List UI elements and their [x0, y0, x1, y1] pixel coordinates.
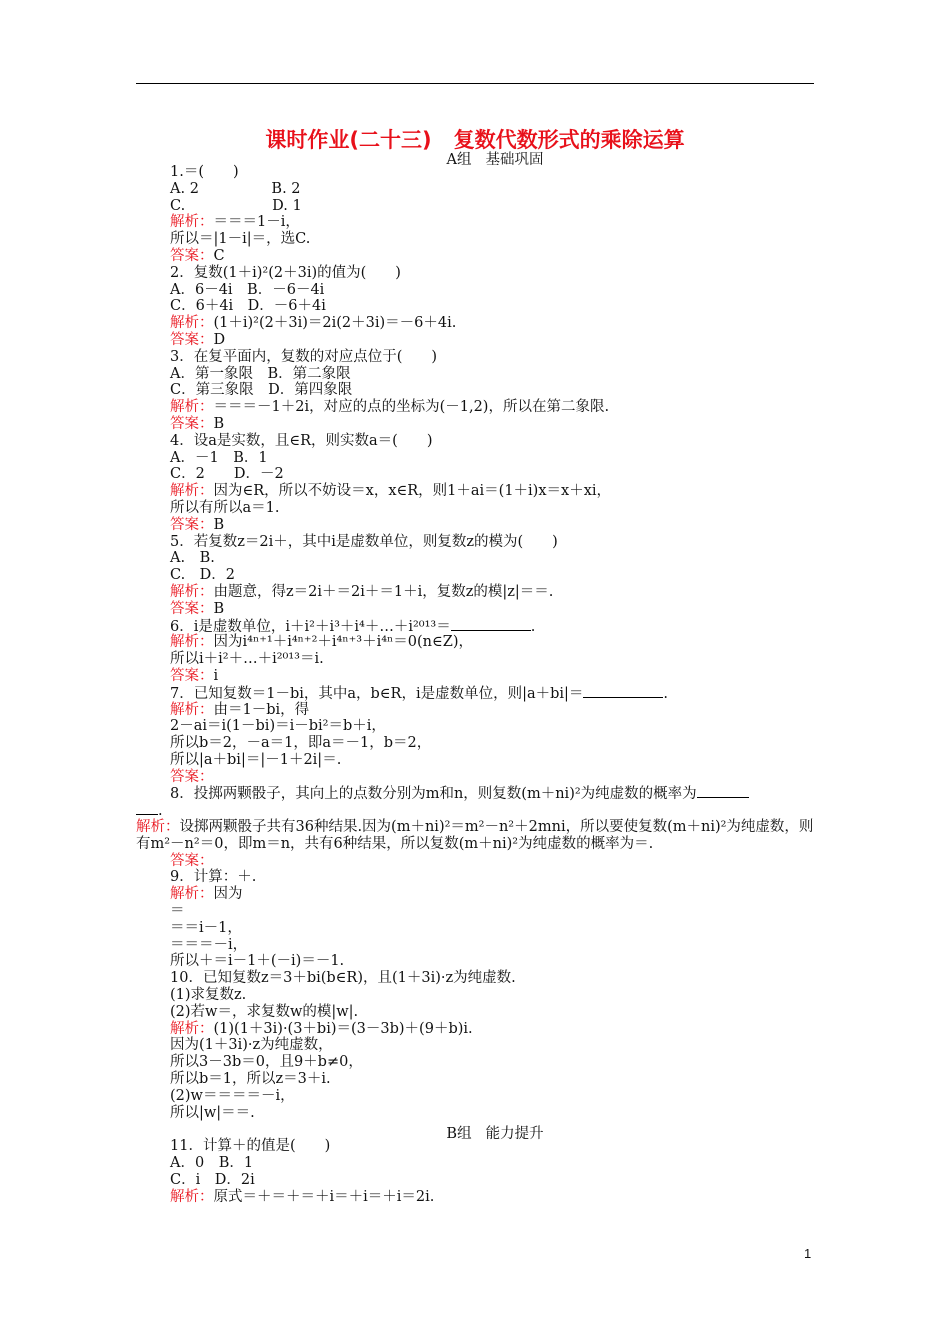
solution-line	[170, 1189, 820, 1206]
text-line	[170, 231, 820, 248]
section-spacer	[170, 1121, 820, 1138]
line-suffix: .	[530, 618, 536, 635]
line-text: (1)(1＋3i)·(3＋bi)＝(3－3b)＋(9＋b)i.	[213, 1020, 473, 1037]
solution-line	[170, 886, 820, 903]
line-text: 所以|a＋bi|＝|－1＋2i|＝.	[170, 751, 342, 768]
text-line	[170, 1172, 820, 1189]
line-text: 2－ai＝i(1－bi)＝i－bi²＝b＋i，	[170, 718, 386, 735]
line-text: 5．若复数z＝2i＋，其中i是虚数单位，则复数z的模为( )	[170, 533, 558, 550]
section-b-name: 能力提升	[485, 1126, 544, 1142]
text-line	[170, 164, 820, 181]
section-b-group: B组	[446, 1126, 472, 1142]
answer-blank	[583, 685, 663, 698]
line-text: A．第一象限 B．第二象限	[170, 365, 351, 382]
text-line	[170, 1155, 820, 1172]
line-text: (1)求复数z.	[170, 987, 247, 1004]
solution-line	[170, 315, 820, 332]
line-suffix: .	[663, 685, 669, 702]
title-part-1: 课时作业(二十三)	[265, 128, 432, 152]
solution-line	[170, 769, 820, 786]
line-label: 解析：	[170, 583, 214, 600]
text-line	[170, 735, 820, 752]
text-line	[170, 869, 820, 886]
line-text: 因为	[213, 886, 243, 903]
line-text: A．6－4i B．－6－4i	[170, 281, 325, 298]
text-line	[170, 1138, 820, 1155]
line-text: B	[213, 600, 225, 617]
line-text: i	[213, 667, 219, 684]
text-line	[170, 1054, 820, 1071]
line-text: 所以＋＝i－1＋(－i)＝－1.	[170, 953, 345, 970]
page-number: 1	[804, 1246, 812, 1261]
text-line	[170, 1037, 820, 1054]
line-label: 答案：	[170, 600, 214, 617]
line-text: 因为(1＋3i)·z为纯虚数，	[170, 1037, 333, 1054]
text-line	[170, 685, 820, 702]
line-label: 解析：	[170, 634, 214, 651]
exercise-content	[136, 164, 820, 1205]
text-line	[170, 466, 820, 483]
line-text: 6．i是虚数单位，i＋i²＋i³＋i⁴＋…＋i²⁰¹³＝	[170, 618, 451, 635]
line-text: 9．计算：＋.	[170, 869, 257, 886]
solution-line	[136, 819, 820, 853]
line-text: 2．复数(1＋i)²(2＋3i)的值为( )	[170, 264, 401, 281]
line-label: 解析：	[170, 214, 214, 231]
solution-line	[170, 634, 820, 651]
text-line	[170, 534, 820, 551]
line-label: 解析：	[170, 315, 214, 332]
line-text: ＝＝＝－i，	[170, 936, 248, 953]
solution-line	[170, 214, 820, 231]
line-text: C．第三象限 D．第四象限	[170, 382, 353, 399]
line-text: ＝＝i－1，	[170, 919, 242, 936]
line-text: 所以3－3b＝0，且9＋b≠0，	[170, 1054, 363, 1071]
line-text: C	[213, 247, 225, 264]
text-line	[170, 987, 820, 1004]
text-line	[170, 651, 820, 668]
line-label: 解析：	[170, 1188, 214, 1205]
text-line	[170, 198, 820, 215]
line-text: 8．投掷两颗骰子，其向上的点数分别为m和n，则复数(m＋ni)²为纯虚数的概率为	[170, 786, 697, 803]
line-text: 所以i＋i²＋…＋i²⁰¹³＝i.	[170, 651, 324, 668]
line-text: 所以b＝2，－a＝1，即a＝－1，b＝2，	[170, 735, 432, 752]
line-label: 答案：	[170, 331, 214, 348]
line-text: 10．已知复数z＝3＋bi(b∈R)，且(1＋3i)·z为纯虚数.	[170, 970, 516, 987]
text-line	[170, 618, 820, 635]
text-line	[170, 382, 820, 399]
line-text: A. 2 B. 2	[170, 180, 301, 197]
text-line	[170, 1088, 820, 1105]
line-text: (2)若w＝，求复数w的模|w|.	[170, 1003, 359, 1020]
solution-line	[170, 584, 820, 601]
line-text: C. D．2	[170, 567, 236, 584]
line-label: 答案：	[170, 516, 214, 533]
line-label: 解析：	[170, 399, 214, 416]
text-line	[170, 433, 820, 450]
line-label: 解析：	[170, 483, 214, 500]
text-line	[170, 282, 820, 299]
solution-line	[170, 483, 820, 500]
solution-line	[170, 517, 820, 534]
line-label: 解析：	[136, 819, 180, 836]
line-label: 解析：	[170, 701, 214, 718]
text-line	[170, 298, 820, 315]
line-text: A．－1 B．1	[170, 449, 268, 466]
text-line	[170, 785, 820, 802]
line-text: 因为i⁴ⁿ⁺¹＋i⁴ⁿ⁺²＋i⁴ⁿ⁺³＋i⁴ⁿ＝0(n∈Z)，	[213, 634, 473, 651]
line-text: 3．在复平面内，复数的对应点位于( )	[170, 348, 438, 365]
solution-line	[170, 248, 820, 265]
line-text: 由＝1－bi，得	[213, 701, 310, 718]
text-line	[158, 802, 820, 820]
line-text: 所以b＝1，所以z＝3＋i.	[170, 1071, 331, 1088]
text-line	[170, 567, 820, 584]
line-text: A. B.	[170, 550, 215, 567]
line-text: C．2 D．－2	[170, 466, 284, 483]
solution-line	[170, 399, 820, 416]
section-a-group: A组	[446, 152, 472, 168]
line-text: 7．已知复数＝1－bi，其中a，b∈R，i是虚数单位，则|a＋bi|＝	[170, 685, 584, 702]
answer-blank	[136, 802, 158, 815]
line-text: (2)w＝＝＝＝－i，	[170, 1087, 295, 1104]
line-text: 1.＝( )	[170, 164, 239, 180]
solution-line	[170, 702, 820, 719]
solution-line	[170, 332, 820, 349]
text-line	[170, 500, 820, 517]
solution-line	[170, 853, 820, 870]
solution-line	[170, 668, 820, 685]
text-line	[170, 1071, 820, 1088]
solution-line	[170, 416, 820, 433]
line-text: D	[213, 331, 226, 348]
section-a-name: 基础巩固	[485, 152, 544, 168]
line-text: .	[158, 803, 163, 820]
title-part-2: 复数代数形式的乘除运算	[453, 128, 685, 152]
line-text: B	[213, 516, 225, 533]
text-line	[170, 970, 820, 987]
text-line	[170, 349, 820, 366]
line-label: 答案：	[170, 852, 214, 869]
line-text: B	[213, 415, 225, 432]
solution-line	[170, 601, 820, 618]
answer-blank	[697, 785, 749, 798]
line-label: 答案：	[170, 667, 214, 684]
text-line	[170, 181, 820, 198]
line-text: 原式＝＋＝＋＝＋i＝＋i＝＋i＝2i.	[213, 1188, 435, 1205]
line-label: 解析：	[170, 886, 214, 903]
line-text: 所以|w|＝＝.	[170, 1104, 255, 1121]
text-line	[170, 903, 820, 920]
line-text: (1＋i)²(2＋3i)＝2i(2＋3i)＝－6＋4i.	[213, 315, 457, 332]
line-label: 答案：	[170, 415, 214, 432]
text-line	[170, 752, 820, 769]
line-text: 设掷两颗骰子共有36种结果.因为(m＋ni)²＝m²－n²＋2mni，所以要使复数(m＋ni)²为纯虚数，则有m²－n²＝0，即m＝n，共有6种结果，所以复数(m＋ni)²为纯虚数的概率为＝.	[136, 819, 814, 852]
text-line	[170, 953, 820, 970]
line-text: 由题意，得z＝2i＋＝2i＋＝1＋i，复数z的模|z|＝＝.	[213, 583, 554, 600]
line-text: C. D. 1	[170, 197, 302, 214]
line-label: 答案：	[170, 247, 214, 264]
line-text: ＝	[170, 903, 185, 920]
header-rule	[136, 83, 814, 84]
text-line	[170, 920, 820, 937]
text-line	[170, 1004, 820, 1021]
line-text: ＝＝＝－1＋2i，对应的点的坐标为(－1,2)，所以在第二象限.	[213, 399, 610, 416]
text-line	[170, 718, 820, 735]
text-line	[170, 450, 820, 467]
line-text: C．i D．2i	[170, 1171, 255, 1188]
text-line	[170, 937, 820, 954]
line-text: 4．设a是实数，且∈R，则实数a＝( )	[170, 432, 433, 449]
line-text: 所以＝|1－i|＝，选C.	[170, 231, 311, 248]
line-label: 解析：	[170, 1020, 214, 1037]
line-label: 答案：	[170, 768, 214, 785]
text-line	[170, 265, 820, 282]
line-text: C．6＋4i D．－6＋4i	[170, 298, 326, 315]
line-text: 因为∈R，所以不妨设＝x，x∈R，则1＋ai＝(1＋i)x＝x＋xi，	[213, 483, 612, 500]
solution-line	[170, 1021, 820, 1038]
line-text: 所以有所以a＝1.	[170, 499, 280, 516]
line-text: 11．计算＋的值是( )	[170, 1138, 331, 1155]
line-text: A．0 B．1	[170, 1155, 254, 1172]
line-text: ＝＝＝1－i，	[213, 214, 300, 231]
text-line	[170, 366, 820, 383]
text-line	[170, 1105, 820, 1122]
text-line	[170, 550, 820, 567]
answer-blank	[451, 618, 531, 631]
